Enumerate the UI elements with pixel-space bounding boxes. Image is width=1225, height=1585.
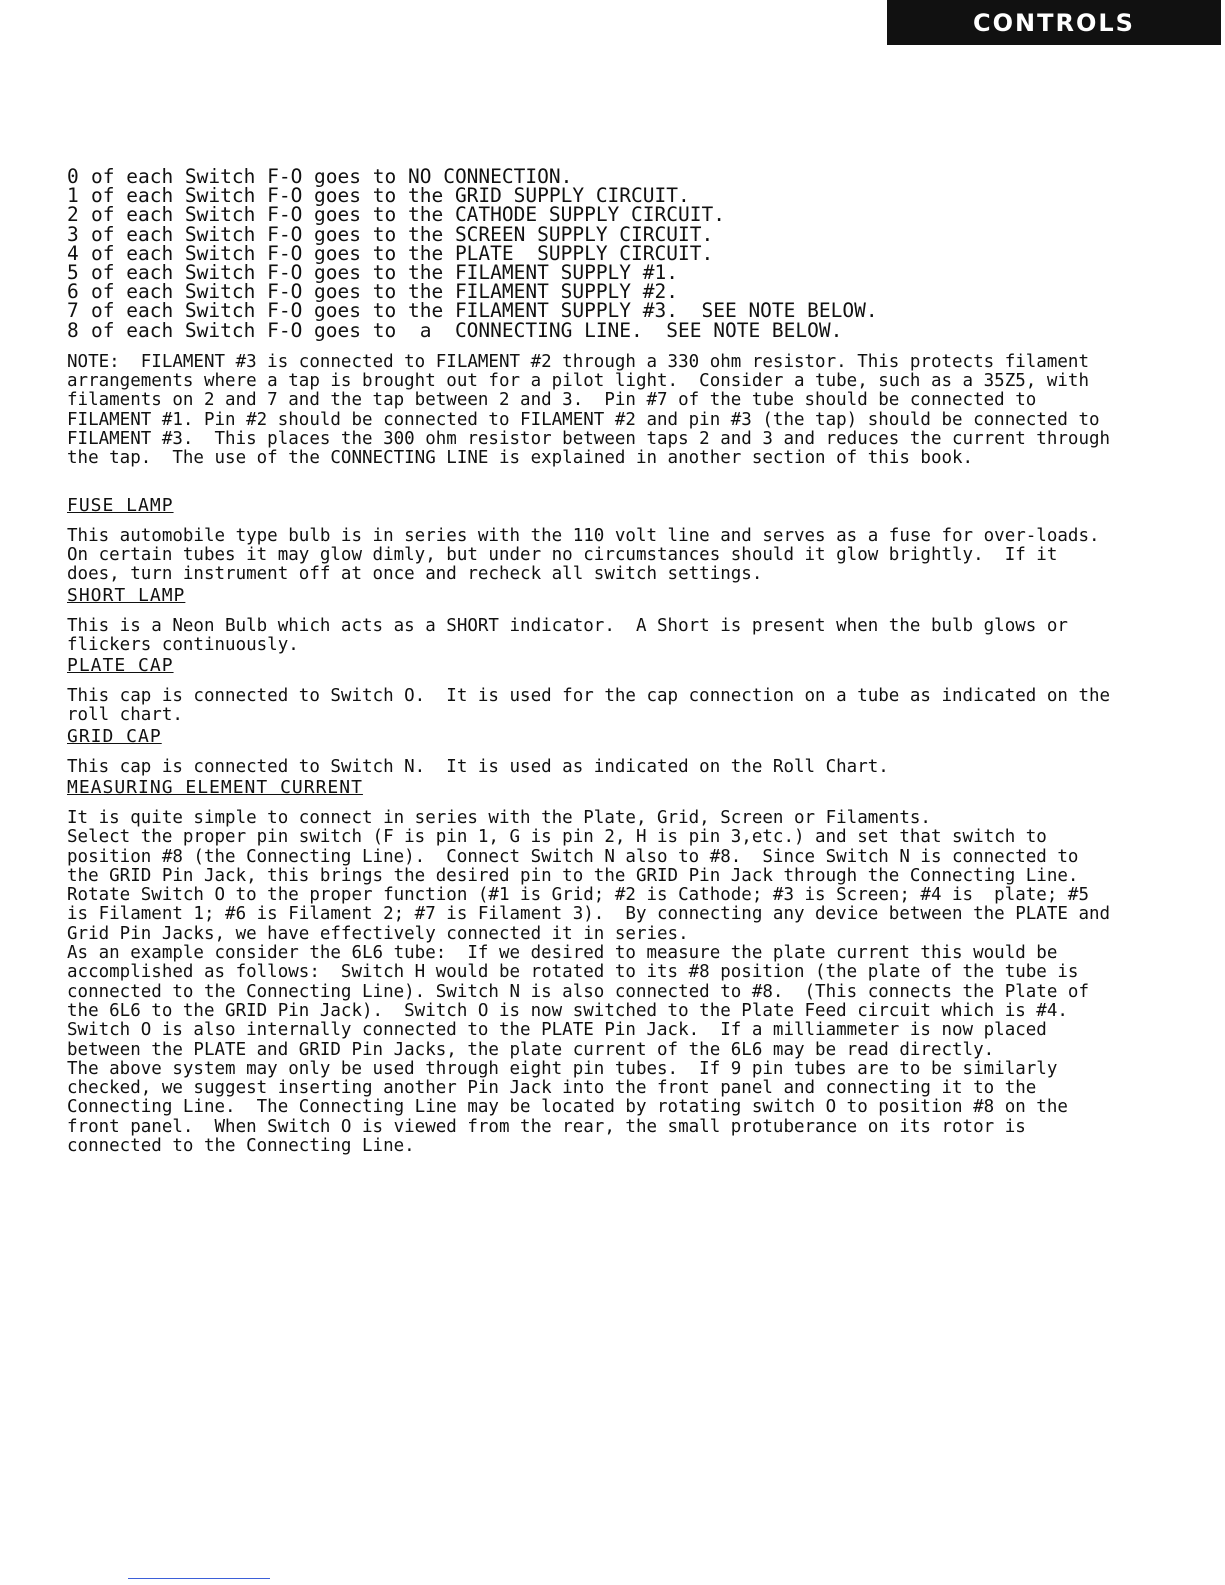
measuring-paragraph: As an example consider the 6L6 tube: If we desired to measure the plate current this would be accomplished as follows: Switch H would be rotated to its #8 position (the plate of the tube is connected to the Connecting Line). Switch N is also connected to #8. (This connects the Plate of the 6L6 to the GRID Pin Jack). Switch O is now switched to the Plate Feed circuit which is #4. Switch O is also internally connected to the PLATE Pin Jack. If a milliammeter is now placed between the PLATE and GRID Pin Jacks, the plate current of the 6L6 may be read directly.	[67, 943, 1100, 1060]
fuse-lamp-title: FUSE LAMP	[67, 494, 174, 516]
measuring-paragraph: It is quite simple to connect in series with the Plate, Grid, Screen or Filaments.	[67, 807, 931, 828]
position-text: of each Switch F-O goes to the FILAMENT SUPPLY #3. SEE NOTE BELOW.	[91, 299, 878, 323]
fuse-lamp-body: This automobile type bulb is in series with the 110 volt line and serves as a fuse for over-loads. On certain tubes it may glow dimly, but under no circumstances should it glow brightly. If it does, turn instrument off at once and recheck all switch settings.	[67, 525, 1121, 585]
switch-position-list	[67, 167, 1117, 340]
position-text: of each Switch F-O goes to a CONNECTING LINE. SEE NOTE BELOW.	[91, 318, 843, 342]
switch-position-row	[67, 318, 1117, 342]
grid-cap-title: GRID CAP	[67, 725, 162, 747]
position-text: of each Switch F-O goes to the GRID SUPPLY CIRCUIT.	[91, 184, 690, 208]
plate-cap-title: PLATE CAP	[67, 655, 174, 677]
short-lamp-body: This is a Neon Bulb which acts as a SHORT indicator. A Short is present when the bulb glows or flickers continuously.	[67, 615, 1079, 655]
position-number: 4	[67, 241, 79, 265]
measuring-current-title: MEASURING ELEMENT CURRENT	[67, 776, 363, 798]
filament-note: NOTE: FILAMENT #3 is connected to FILAMENT #2 through a 330 ohm resistor. This protects filament arrangements where a tap is brought out for a pilot light. Consider a tube, such as a 35Z5, with filaments on 2 and 7 and the tap between 2 and 3. Pin #7 of the tube should be connected to FILAMENT #1. Pin #2 should be connected to FILAMENT #2 and pin #3 (the tap) should be connected to FILAMENT #3. This places the 300 ohm resistor between taps 2 and 3 and reduces the current through the tap. The use of the CONNECTING LINE is explained in another section of this book.	[67, 351, 1121, 469]
position-number: 3	[67, 222, 79, 246]
section-header-tab	[887, 0, 1221, 45]
position-number: 2	[67, 203, 79, 227]
position-text: of each Switch F-O goes to the CATHODE SUPPLY CIRCUIT.	[91, 203, 725, 227]
position-number: 6	[67, 280, 79, 304]
short-lamp-title: SHORT LAMP	[67, 584, 186, 606]
position-text: of each Switch F-O goes to the FILAMENT SUPPLY #1.	[91, 261, 678, 285]
position-text: of each Switch F-O goes to the FILAMENT SUPPLY #2.	[91, 280, 678, 304]
position-text: of each Switch F-O goes to the SCREEN SUPPLY CIRCUIT.	[91, 222, 714, 246]
grid-cap-body: This cap is connected to Switch N. It is used as indicated on the Roll Chart.	[67, 756, 889, 777]
position-number: 1	[67, 184, 79, 208]
measuring-paragraph: The above system may only be used through eight pin tubes. If 9 pin tubes are to be similarly checked, we suggest inserting another Pin Jack into the front panel and connecting it to the Connecting Line. The Connecting Line may be located by rotating switch O to position #8 on the front panel. When Switch O is viewed from the rear, the small protuberance on its rotor is connected to the Connecting Line.	[67, 1058, 1079, 1157]
measuring-paragraph: Select the proper pin switch (F is pin 1, G is pin 2, H is pin 3,etc.) and set that switch to position #8 (the Connecting Line). Connect Switch N also to #8. Since Switch N is connected to the GRID Pin Jack, this brings the desired pin to the GRID Pin Jack through the Connecting Line. Rotate Switch O to the proper function (#1 is Grid; #2 is Cathode; #3 is Screen; #4 is plate; #5 is Filament 1; #6 is Filament 2; #7 is Filament 3). By connecting any device between the PLATE and Grid Pin Jacks, we have effectively connected it in series.	[67, 827, 1121, 944]
footer-rule	[128, 1578, 270, 1579]
position-text: of each Switch F-O goes to NO CONNECTION.	[91, 165, 573, 188]
plate-cap-body: This cap is connected to Switch O. It is used for the cap connection on a tube as indicated on the roll chart.	[67, 686, 1121, 726]
measuring-current-body	[67, 807, 1121, 1157]
position-number: 5	[67, 261, 79, 285]
position-text: of each Switch F-O goes to the PLATE SUPPLY CIRCUIT.	[91, 241, 714, 265]
position-number: 8	[67, 318, 79, 342]
page-content	[67, 165, 1121, 1157]
position-number: 7	[67, 299, 79, 323]
position-number: 0	[67, 165, 79, 188]
section-header-label: CONTROLS	[973, 8, 1135, 37]
